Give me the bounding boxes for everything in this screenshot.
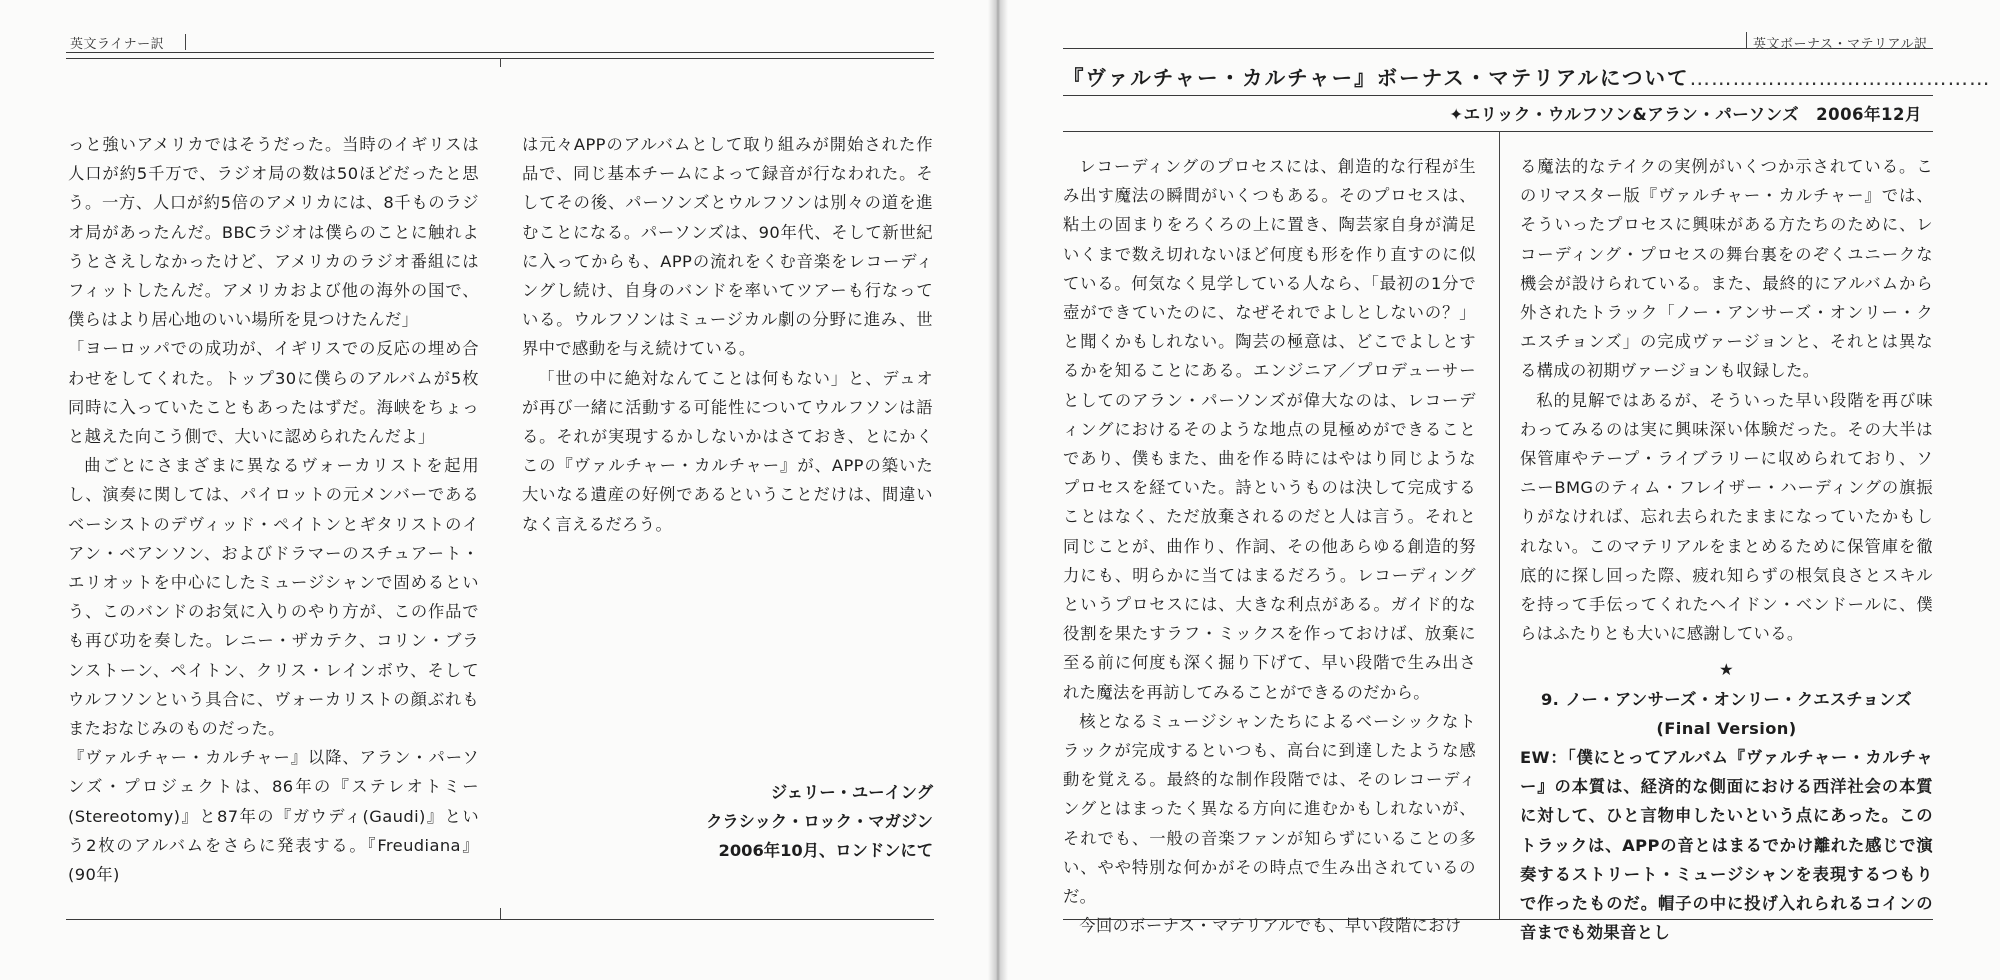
paragraph: っと強いアメリカではそうだった。当時のイギリスは人口が約5千万で、ラジオ局の数は50ほどだったと思う。一方、人口が約5倍のアメリカには、8千ものラジオ局があったんだ。BBCラジオは僕らのことに触れようとさえしなかったけど、アメリカのラジオ番組にはフィットしたんだ。アメリカおよび他の海外の国で、僕らはより居心地のいい場所を見つけたんだ」 xyxy=(68,135,479,330)
right-header-label: 英文ボーナス・マテリアル訳 xyxy=(1753,37,1928,52)
paragraph: る魔法的なテイクの実例がいくつか示されている。このリマスター版『ヴァルチャー・カルチャー』では、そういったプロセスに興味がある方たちのために、レコーディング・プロセスの舞台裏をのぞくユニークな機会が設けられている。また、最終的にアルバムから外されたトラック「ノー・アンサーズ・オンリー・クエスチョンズ」の完成ヴァージョンと、それとは異なる構成の初期ヴァージョンも収録した。 xyxy=(1520,157,1933,381)
byline: ✦エリック・ウルフソン&アラン・パーソンズ 2006年12月 xyxy=(1449,105,1922,124)
ew-quote xyxy=(1520,743,1933,947)
song-title: 9. ノー・アンサーズ・オンリー・クエスチョンズ xyxy=(1540,689,1913,709)
left-header-label: 英文ライナー訳 xyxy=(70,37,165,52)
paragraph: 「ヨーロッパでの成功が、イギリスでの反応の埋め合わせをしてくれた。トップ30に僕らのアルバムが5枚同時に入っていたこともあったはずだ。海峡をちょっと越えた向こう側で、大いに認められたんだよ」 xyxy=(68,339,479,447)
paragraph: 私的見解ではあるが、そういった早い段階を再び味わってみるのは実に興味深い体験だった。その大半は保管庫やテープ・ライブラリーに収められており、ソニーBMGのティム・フレイザー・ハーディングの旗振りがなければ、忘れ去られたままになっていたかもしれない。このマテリアルをまとめるために保管庫を徹底的に探し回った際、疲れ知らずの根気良さとスキルを持って手伝ってくれたヘイドン・ベンドールに、僕らはふたりとも大いに感謝している。 xyxy=(1520,390,1933,644)
credit-publication: クラシック・ロック・マガジン xyxy=(706,812,933,831)
title-leader-dots: …………………………………… xyxy=(1689,66,1991,90)
paragraph: 曲ごとにさまざまに異なるヴォーカリストを起用し、演奏に関しては、パイロットの元メンバーであるベーシストのデヴィッド・ペイトンとギタリストのイアン・ベアンソン、およびドラマーのスチュアート・エリオットを中心にしたミュージシャンで固めるという、このバンドのお気に入りのやり方が、この作品でも再び功を奏した。レニー・ザカテク、コリン・ブランストーン、ペイトン、クリス・レインボウ、そしてウルフソンという具合に、ヴォーカリストの顔ぶれもまたおなじみのものだった。 xyxy=(68,456,479,739)
left-top-center-mark xyxy=(500,58,501,67)
column-divider xyxy=(1499,131,1500,919)
credit-author: ジェリー・ユーイング xyxy=(770,783,933,802)
left-bottom-rule xyxy=(66,919,934,920)
song-subtitle: (Final Version) xyxy=(1656,718,1797,738)
right-column-2 xyxy=(1520,152,1933,947)
paragraph: レコーディングのプロセスには、創造的な行程が生み出す魔法の瞬間がいくつもある。そのプロセスは、粘土の固まりをろくろの上に置き、陶芸家自身が満足いくまで数え切れないほど何度も形を作り直すのに似ている。何気なく見学している人なら、「最初の1分で壺ができていたのに、なぜそれでよしとしないの？」と聞くかもしれない。陶芸の極意は、どこでよしとするかを知ることにある。エンジニア／プロデューサーとしてのアラン・パーソンズが偉大なのは、レコーディングにおけるそのような地点の見極めができることであり、僕もまた、曲を作る時にはやはり同じようなプロセスを経ていた。詩というものは決して完成することはなく、ただ放棄されるのだと人は言う。それと同じことが、曲作り、作詞、その他あらゆる創造的努力にも、明らかに当てはまるだろう。レコーディングというプロセスには、大きな利点がある。ガイド的な役割を果たすラフ・ミックスを作っておけば、放棄に至る前に何度も深く掘り下げて、早い段階で生み出された魔法を再訪してみることができるのだから。 xyxy=(1063,157,1476,702)
right-column-1 xyxy=(1063,152,1476,940)
article-credit xyxy=(520,778,933,865)
paragraph: は元々APPのアルバムとして取り組みが開始された作品で、同じ基本チームによって録音が行なわれた。そしてその後、パーソンズとウルフソンは別々の道を進むことになる。パーソンズは、90年代、そして新世紀に入ってからも、APPの流れをくむ音楽をレコーディングし続け、自身のバンドを率いてツアーも行なっている。ウルフソンはミュージカル劇の分野に進み、世界中で感動を与え続けている。 xyxy=(522,135,933,359)
header-divider-mark xyxy=(1746,32,1747,48)
byline-rule xyxy=(1063,131,1933,132)
book-gutter xyxy=(988,0,1008,980)
left-bottom-center-mark xyxy=(500,908,501,919)
paragraph: 「世の中に絶対なんてことは何もない」と、デュオが再び一緒に活動する可能性についてウルフソンは語る。それが実現するかしないかはさておき、とにかくこの『ヴァルチャー・カルチャー』が、APPの築いた大いなる遺産の好例であるということだけは、間違いなく言えるだろう。 xyxy=(522,368,933,534)
left-top-rule xyxy=(66,52,934,53)
left-column-1 xyxy=(68,130,479,889)
paragraph: 核となるミュージシャンたちによるベーシックなトラックが完成するといつも、高台に到達したような感動を覚える。最終的な制作段階では、そのレコーディングとはまったく異なる方向に進むかもしれないが、それでも、一般の音楽ファンが知らずにいることの多い、やや特別な何かがその時点で生み出されているのだ。 xyxy=(1063,711,1476,907)
header-divider-mark xyxy=(185,34,186,50)
ew-text: 「僕にとってアルバム『ヴァルチャー・カルチャー』の本質は、経済的な側面における西洋社会の本質に対して、ひと言物申したいという点にあった。このトラックは、APPの音とはまるでかけ離れた感じで演奏するストリート・ミュージシャンを表現するつもりで作ったものだ。帽子の中に投げ入れられるコインの音までも効果音とし xyxy=(1520,748,1934,943)
ew-label: EW： xyxy=(1520,748,1568,768)
title-underline xyxy=(1063,95,1933,96)
right-top-rule xyxy=(1063,48,1933,49)
paragraph: 『ヴァルチャー・カルチャー』以降、アラン・パーソンズ・プロジェクトは、86年の『ステレオトミー(Stereotomy)』と87年の『ガウディ(Gaudi)』という2枚のアルバムをさらに発表する。『Freudiana』(90年) xyxy=(68,748,479,885)
right-bottom-rule xyxy=(1063,919,1933,920)
credit-date-place: 2006年10月、ロンドンにて xyxy=(718,841,933,860)
bonus-material-title xyxy=(1063,61,1991,91)
title-text: 『ヴァルチャー・カルチャー』ボーナス・マテリアルについて xyxy=(1063,66,1690,90)
star-ornament: ★ xyxy=(1719,660,1734,680)
paragraph: 今回のボーナス・マテリアルでも、早い段階におけ xyxy=(1079,916,1462,936)
left-column-2 xyxy=(522,130,933,539)
